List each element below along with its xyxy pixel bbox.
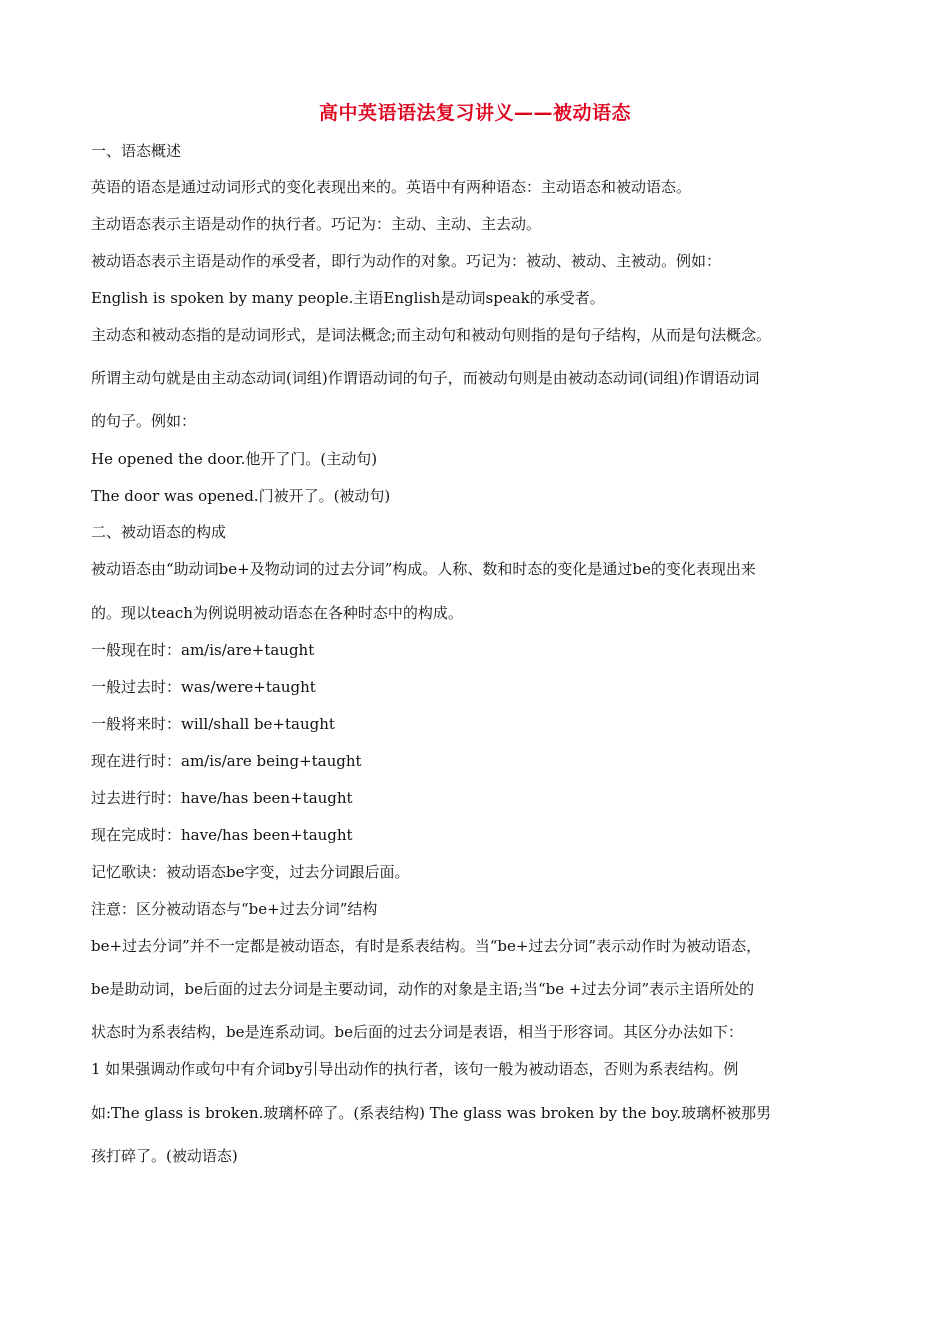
paragraph-line: 的句子。例如： xyxy=(91,412,197,430)
example-line: The door was opened.门被开了。(被动句) xyxy=(91,487,391,505)
document-title: 高中英语语法复习讲义——被动语态 xyxy=(318,102,631,124)
example-line: English is spoken by many people.主语English是动词speak的承受者。 xyxy=(91,289,605,307)
paragraph-line: 的。现以teach为例说明被动语态在各种时态中的构成。 xyxy=(91,604,463,622)
tense-line: 现在完成时：have/has been+taught xyxy=(91,826,353,844)
tense-line: 一般现在时：am/is/are+taught xyxy=(91,641,315,659)
note-line: 注意：区分被动语态与“be+过去分词”结构 xyxy=(91,900,378,918)
paragraph-line: 被动语态由“助动词be+及物动词的过去分词”构成。人称、数和时态的变化是通过be的变化表现出来 xyxy=(91,560,756,578)
mnemonic-line: 记忆歌诀：被动语态be字变，过去分词跟后面。 xyxy=(91,863,410,881)
paragraph-line: 主动语态表示主语是动作的执行者。巧记为：主动、主动、主去动。 xyxy=(91,215,542,233)
tense-line: 一般过去时：was/were+taught xyxy=(91,678,316,696)
tense-line: 一般将来时：will/shall be+taught xyxy=(91,715,335,733)
paragraph-line: 孩打碎了。(被动语态) xyxy=(91,1147,238,1165)
tense-line: 现在进行时：am/is/are being+taught xyxy=(91,752,362,770)
paragraph-line: 如:The glass is broken.玻璃杯碎了。(系表结构) The glass was broken by the boy.玻璃杯被那男 xyxy=(91,1104,772,1122)
paragraph-line: 英语的语态是通过动词形式的变化表现出来的。英语中有两种语态：主动语态和被动语态。 xyxy=(91,178,692,196)
paragraph-line: be是助动词，be后面的过去分词是主要动词，动作的对象是主语;当“be +过去分词”表示主语所处的 xyxy=(91,980,755,998)
paragraph-line: 状态时为系表结构，be是连系动词。be后面的过去分词是表语，相当于形容词。其区分办法如下： xyxy=(91,1023,743,1041)
section-heading-formation: 二、被动语态的构成 xyxy=(91,523,227,541)
tense-line: 过去进行时：have/has been+taught xyxy=(91,789,353,807)
paragraph-line: 所谓主动句就是由主动态动词(词组)作谓语动词的句子，而被动句则是由被动态动词(词组)作谓语动词 xyxy=(91,369,760,387)
paragraph-line: 主动态和被动态指的是动词形式，是词法概念;而主动句和被动句则指的是句子结构，从而是句法概念。 xyxy=(91,326,772,344)
section-heading-overview: 一、语态概述 xyxy=(91,142,182,160)
example-line: He opened the door.他开了门。(主动句) xyxy=(91,450,378,468)
paragraph-line: be+过去分词”并不一定都是被动语态，有时是系表结构。当“be+过去分词”表示动作时为被动语态， xyxy=(91,937,762,955)
paragraph-line: 被动语态表示主语是动作的承受者，即行为动作的对象。巧记为：被动、被动、主被动。例如： xyxy=(91,252,722,270)
paragraph-line: 1 如果强调动作或句中有介词by引导出动作的执行者，该句一般为被动语态，否则为系表结构。例 xyxy=(91,1060,739,1078)
